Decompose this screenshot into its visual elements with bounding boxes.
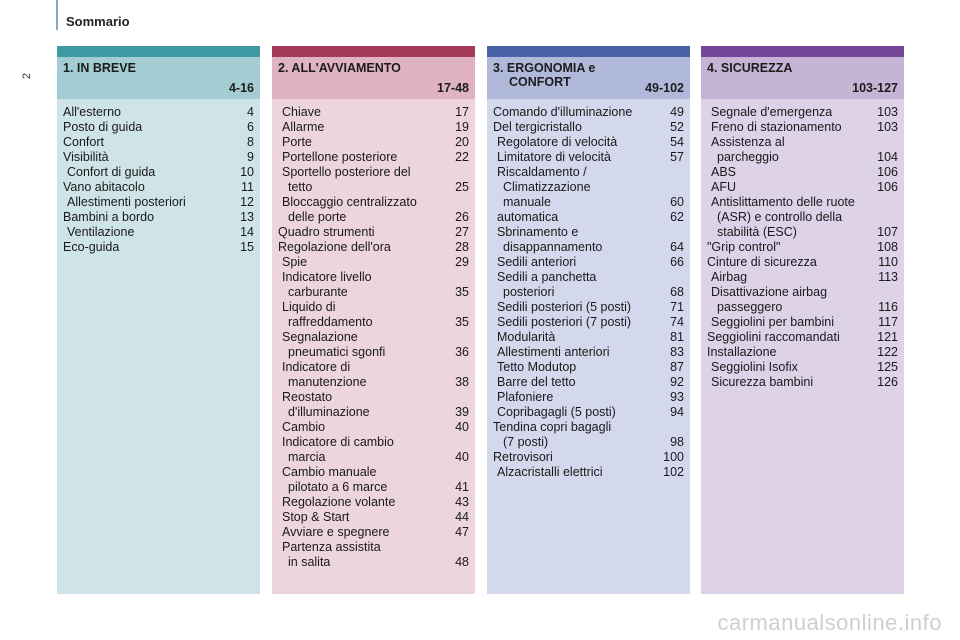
toc-entry[interactable] [272, 105, 475, 120]
toc-entry[interactable] [701, 300, 904, 315]
toc-entry[interactable] [487, 240, 690, 255]
toc-list [701, 99, 904, 594]
toc-entry-label: Portellone posteriore [282, 150, 398, 164]
toc-entry-page [894, 210, 898, 225]
section-title: 2. ALL'AVVIAMENTO [278, 61, 401, 75]
toc-entry-page: 71 [670, 300, 684, 314]
toc-entry-label: marcia [288, 450, 326, 464]
section-pages: 49-102 [645, 81, 684, 95]
toc-entry[interactable] [487, 435, 690, 450]
toc-entry-label: (7 posti) [503, 435, 549, 449]
toc-entry-page [465, 300, 469, 315]
toc-entry-page: 29 [455, 255, 469, 269]
toc-entry-page: 20 [455, 135, 469, 149]
toc-entry-label: Cambio [282, 420, 326, 434]
toc-entry-page: 28 [455, 240, 469, 254]
toc-entry[interactable] [272, 510, 475, 525]
toc-entry[interactable] [701, 270, 904, 285]
toc-entry-page: 94 [670, 405, 684, 419]
toc-entry-label: ABS [711, 165, 737, 179]
toc-entry-label: Copribagagli (5 posti) [497, 405, 616, 419]
toc-entry-label: Plafoniere [497, 390, 554, 404]
watermark: carmanualsonline.info [717, 610, 942, 635]
toc-entry-page: 25 [455, 180, 469, 194]
toc-entry-page: 19 [455, 120, 469, 134]
toc-entry-label: Tendina copri bagagli [493, 420, 612, 434]
toc-entry-label: Alzacristalli elettrici [497, 465, 603, 479]
toc-entry[interactable] [272, 405, 475, 420]
toc-entry-label: Confort [63, 135, 104, 149]
toc-entry-label: Allestimenti anteriori [497, 345, 610, 359]
toc-entry[interactable] [487, 285, 690, 300]
page-number: 2 [21, 72, 34, 80]
toc-entry-page: 102 [663, 465, 684, 479]
section-in-breve [57, 46, 260, 594]
toc-entry[interactable] [701, 210, 904, 225]
section-ergonomia-confort [487, 46, 690, 594]
toc-entry-page: 110 [878, 255, 898, 269]
toc-entry[interactable] [272, 345, 475, 360]
toc-entry-page: 126 [877, 375, 898, 389]
toc-entry[interactable] [701, 345, 904, 360]
section-title: 4. SICUREZZA [707, 61, 793, 75]
section-title-line-2: CONFORT [509, 75, 571, 89]
toc-entry[interactable] [272, 540, 475, 555]
toc-entry-label: Indicatore livello [282, 270, 372, 284]
toc-entry-label: pilotato a 6 marce [288, 480, 388, 494]
toc-entry[interactable] [487, 465, 690, 480]
toc-entry-page: 113 [878, 270, 898, 284]
toc-entry-label: Reostato [282, 390, 333, 404]
toc-entry-label: Sicurezza bambini [711, 375, 814, 389]
toc-entry-label: Liquido di [282, 300, 336, 314]
toc-entry[interactable] [487, 405, 690, 420]
toc-entry-page: 93 [670, 390, 684, 404]
section-color-bar [487, 46, 690, 57]
toc-entry-label: carburante [288, 285, 348, 299]
toc-entry-page [465, 270, 469, 285]
toc-entry-page: 10 [240, 165, 254, 179]
toc-entry[interactable] [701, 105, 904, 120]
toc-entry[interactable] [272, 165, 475, 180]
toc-entry[interactable] [272, 315, 475, 330]
toc-entry-page [680, 180, 684, 195]
toc-entry[interactable] [272, 240, 475, 255]
toc-entry-label: Airbag [711, 270, 748, 284]
toc-entry-label: Segnale d'emergenza [711, 105, 833, 119]
toc-entry-label: Cambio manuale [282, 465, 377, 479]
section-title: 3. ERGONOMIA e [493, 61, 596, 75]
toc-entry[interactable] [487, 255, 690, 270]
toc-entry[interactable] [487, 345, 690, 360]
toc-entry[interactable] [272, 285, 475, 300]
toc-entry-label: manuale [503, 195, 551, 209]
toc-entry-page [465, 435, 469, 450]
toc-entry-label: Sedili a panchetta [497, 270, 597, 284]
toc-entry-page: 117 [878, 315, 898, 329]
toc-entry-label: Sedili posteriori (5 posti) [497, 300, 632, 314]
toc-entry-label: Tetto Modutop [497, 360, 577, 374]
toc-entry-label: Indicatore di cambio [282, 435, 394, 449]
toc-entry[interactable] [487, 420, 690, 435]
toc-entry-label: Antislittamento delle ruote [711, 195, 855, 209]
section-all-avviamento [272, 46, 475, 594]
toc-entry-page: 57 [670, 150, 684, 164]
toc-entry-page: 106 [877, 165, 898, 179]
toc-entry-label: Segnalazione [282, 330, 358, 344]
toc-entry[interactable] [272, 555, 475, 570]
toc-entry-page [680, 420, 684, 435]
toc-entry[interactable] [701, 120, 904, 135]
toc-entry-label: Ventilazione [67, 225, 135, 239]
toc-entry-label: Regolatore di velocità [497, 135, 618, 149]
toc-entry[interactable] [57, 105, 260, 120]
toc-entry[interactable] [272, 210, 475, 225]
toc-entry-page [894, 195, 898, 210]
toc-entry[interactable] [487, 210, 690, 225]
toc-entry-page: 87 [670, 360, 684, 374]
toc-entry-label: d'illuminazione [288, 405, 370, 419]
toc-entry-page: 8 [247, 135, 254, 149]
toc-entry[interactable] [701, 240, 904, 255]
toc-entry-page: 122 [877, 345, 898, 359]
section-pages: 103-127 [852, 81, 898, 95]
toc-entry[interactable] [57, 180, 260, 195]
section-color-bar [701, 46, 904, 57]
toc-entry-label: pneumatici sgonfi [288, 345, 386, 359]
toc-entry-page: 103 [877, 105, 898, 119]
toc-entry[interactable] [272, 135, 475, 150]
toc-entry[interactable] [272, 270, 475, 285]
toc-entry[interactable] [701, 285, 904, 300]
toc-entry[interactable] [57, 240, 260, 255]
toc-entry[interactable] [701, 330, 904, 345]
toc-entry-page: 15 [240, 240, 254, 254]
toc-entry-label: Regolazione volante [282, 495, 396, 509]
toc-entry[interactable] [487, 225, 690, 240]
section-header[interactable] [701, 57, 904, 99]
toc-entry-label: Allarme [282, 120, 325, 134]
toc-entry-page: 6 [247, 120, 254, 134]
section-pages: 4-16 [228, 81, 254, 95]
toc-entry-label: Regolazione dell'ora [278, 240, 391, 254]
toc-entry-page: 35 [455, 285, 469, 299]
toc-entry-label: Retrovisori [493, 450, 553, 464]
toc-entry-page: 38 [455, 375, 469, 389]
toc-entry-label: "Grip control" [707, 240, 781, 254]
toc-entry-label: Chiave [282, 105, 321, 119]
toc-entry-page [680, 165, 684, 180]
toc-entry[interactable] [272, 435, 475, 450]
toc-entry-page: 98 [670, 435, 684, 449]
toc-entry-page: 107 [877, 225, 898, 239]
section-header[interactable] [272, 57, 475, 99]
toc-entry[interactable] [272, 495, 475, 510]
toc-entry-page [465, 330, 469, 345]
toc-entry-page: 106 [877, 180, 898, 194]
section-sicurezza [701, 46, 904, 594]
toc-entry[interactable] [701, 315, 904, 330]
toc-entry-page [680, 270, 684, 285]
toc-entry-page: 43 [455, 495, 469, 509]
toc-entry-page: 11 [241, 180, 254, 194]
left-rule [56, 0, 58, 30]
toc-entry-page: 40 [455, 450, 469, 464]
toc-entry-label: posteriori [503, 285, 555, 299]
toc-entry-label: Quadro strumenti [278, 225, 375, 239]
toc-entry[interactable] [272, 225, 475, 240]
toc-entry-label: Del tergicristallo [493, 120, 582, 134]
page-title: Sommario [66, 14, 130, 29]
toc-entry-page: 103 [877, 120, 898, 134]
toc-list [57, 99, 260, 594]
toc-entry[interactable] [57, 195, 260, 210]
toc-entry-label: Bloccaggio centralizzato [282, 195, 417, 209]
toc-entry[interactable] [487, 390, 690, 405]
toc-entry[interactable] [487, 165, 690, 180]
toc-entry-label: tetto [288, 180, 313, 194]
toc-entry[interactable] [701, 375, 904, 390]
toc-entry-label: Eco-guida [63, 240, 120, 254]
toc-entry-page [465, 165, 469, 180]
toc-entry-page: 14 [240, 225, 254, 239]
toc-entry-page [894, 285, 898, 300]
toc-entry-page: 26 [455, 210, 469, 224]
section-title: 1. IN BREVE [63, 61, 136, 75]
toc-entry-label: All'esterno [63, 105, 121, 119]
toc-entry-label: Stop & Start [282, 510, 350, 524]
section-color-bar [57, 46, 260, 57]
toc-entry-page: 40 [455, 420, 469, 434]
toc-entry[interactable] [272, 300, 475, 315]
toc-entry-label: Sbrinamento e [497, 225, 579, 239]
toc-entry[interactable] [701, 150, 904, 165]
toc-entry-label: automatica [497, 210, 559, 224]
toc-entry-label: Porte [282, 135, 312, 149]
toc-entry-page: 49 [670, 105, 684, 119]
toc-entry-label: Modularità [497, 330, 556, 344]
toc-entry[interactable] [701, 225, 904, 240]
toc-entry[interactable] [701, 195, 904, 210]
toc-entry[interactable] [57, 120, 260, 135]
toc-entry[interactable] [272, 450, 475, 465]
toc-entry-page: 13 [240, 210, 254, 224]
toc-entry[interactable] [701, 165, 904, 180]
toc-entry[interactable] [57, 165, 260, 180]
section-header[interactable] [487, 57, 690, 99]
toc-entry[interactable] [487, 375, 690, 390]
toc-entry[interactable] [272, 195, 475, 210]
toc-entry-label: manutenzione [288, 375, 367, 389]
toc-entry[interactable] [701, 360, 904, 375]
toc-entry-page [894, 135, 898, 150]
toc-entry[interactable] [487, 180, 690, 195]
toc-entry-label: delle porte [288, 210, 347, 224]
toc-entry-label: Climatizzazione [503, 180, 591, 194]
toc-entry-page: 44 [455, 510, 469, 524]
toc-entry-label: Seggiolini per bambini [711, 315, 834, 329]
toc-entry[interactable] [487, 150, 690, 165]
toc-entry[interactable] [272, 390, 475, 405]
toc-entry-page [465, 390, 469, 405]
toc-entry[interactable] [272, 525, 475, 540]
toc-entry-page: 41 [455, 480, 469, 494]
toc-entry-page: 66 [670, 255, 684, 269]
toc-entry-label: Installazione [707, 345, 777, 359]
toc-entry[interactable] [57, 210, 260, 225]
toc-entry-page: 83 [670, 345, 684, 359]
toc-entry[interactable] [487, 300, 690, 315]
section-color-bar [272, 46, 475, 57]
toc-entry-page [465, 195, 469, 210]
toc-entry-page: 48 [455, 555, 469, 569]
toc-entry-page: 64 [670, 240, 684, 254]
toc-entry[interactable] [487, 315, 690, 330]
toc-entry-page: 62 [670, 210, 684, 224]
toc-entry[interactable] [701, 135, 904, 150]
toc-entry-page: 52 [670, 120, 684, 134]
toc-entry-label: Indicatore di [282, 360, 351, 374]
toc-entry[interactable] [701, 180, 904, 195]
toc-entry-label: Sportello posteriore del [282, 165, 411, 179]
toc-entry-page: 47 [455, 525, 469, 539]
toc-entry-label: Spie [282, 255, 308, 269]
toc-entry-label: Bambini a bordo [63, 210, 155, 224]
toc-entry-label: Limitatore di velocità [497, 150, 611, 164]
toc-entry-page: 116 [878, 300, 898, 314]
toc-entry-page: 100 [663, 450, 684, 464]
toc-entry-page: 4 [247, 105, 254, 119]
toc-entry-label: Freno di stazionamento [711, 120, 842, 134]
toc-entry[interactable] [487, 360, 690, 375]
toc-entry-page: 17 [455, 105, 469, 119]
toc-entry-label: Confort di guida [67, 165, 156, 179]
toc-entry-label: passeggero [717, 300, 783, 314]
toc-entry[interactable] [272, 120, 475, 135]
toc-entry-page [465, 540, 469, 555]
toc-entry[interactable] [57, 150, 260, 165]
section-header[interactable] [57, 57, 260, 99]
toc-entry[interactable] [272, 180, 475, 195]
toc-entry-label: Disattivazione airbag [711, 285, 828, 299]
toc-entry-page: 27 [455, 225, 469, 239]
toc-entry-page: 22 [455, 150, 469, 164]
toc-entry-page: 92 [670, 375, 684, 389]
toc-list [272, 99, 475, 594]
toc-entry[interactable] [487, 120, 690, 135]
toc-entry-page: 108 [877, 240, 898, 254]
toc-entry[interactable] [487, 195, 690, 210]
toc-entry-label: Comando d'illuminazione [493, 105, 633, 119]
toc-entry-page [465, 360, 469, 375]
toc-entry[interactable] [487, 450, 690, 465]
toc-entry-page: 68 [670, 285, 684, 299]
toc-entry-page: 54 [670, 135, 684, 149]
toc-entry[interactable] [487, 330, 690, 345]
toc-entry[interactable] [487, 105, 690, 120]
toc-entry-page: 39 [455, 405, 469, 419]
toc-entry[interactable] [57, 135, 260, 150]
toc-entry-label: Riscaldamento / [497, 165, 587, 179]
toc-entry-label: Sedili posteriori (7 posti) [497, 315, 632, 329]
toc-entry-page: 35 [455, 315, 469, 329]
toc-entry-label: stabilità (ESC) [717, 225, 797, 239]
toc-entry-label: Allestimenti posteriori [67, 195, 186, 209]
toc-entry[interactable] [272, 255, 475, 270]
toc-entry[interactable] [272, 420, 475, 435]
toc-entry-label: Seggiolini raccomandati [707, 330, 840, 344]
toc-entry[interactable] [57, 225, 260, 240]
toc-entry-label: Barre del tetto [497, 375, 576, 389]
toc-entry-label: Visibilità [63, 150, 109, 164]
toc-entry-label: Cinture di sicurezza [707, 255, 817, 269]
toc-list [487, 99, 690, 594]
toc-entry-label: Assistenza al [711, 135, 785, 149]
toc-entry[interactable] [272, 480, 475, 495]
toc-entry-label: AFU [711, 180, 736, 194]
toc-entry[interactable] [272, 330, 475, 345]
toc-entry-label: Partenza assistita [282, 540, 381, 554]
toc-entry-label: Vano abitacolo [63, 180, 145, 194]
toc-entry-label: Sedili anteriori [497, 255, 577, 269]
toc-entry-page [465, 465, 469, 480]
toc-entry-label: disappannamento [503, 240, 603, 254]
toc-entry-label: in salita [288, 555, 331, 569]
toc-entry-page: 74 [670, 315, 684, 329]
toc-entry-page: 36 [455, 345, 469, 359]
toc-entry-page [680, 225, 684, 240]
section-pages: 17-48 [437, 81, 469, 95]
toc-entry-label: parcheggio [717, 150, 779, 164]
toc-entry-page: 125 [877, 360, 898, 374]
toc-entry-label: Posto di guida [63, 120, 143, 134]
toc-entry-page: 121 [877, 330, 898, 344]
toc-entry[interactable] [272, 150, 475, 165]
toc-entry-label: Seggiolini Isofix [711, 360, 798, 374]
toc-entry-label: Avviare e spegnere [282, 525, 390, 539]
toc-entry[interactable] [487, 135, 690, 150]
toc-entry-page: 9 [247, 150, 254, 164]
toc-entry-label: (ASR) e controllo della [717, 210, 843, 224]
toc-entry[interactable] [701, 255, 904, 270]
toc-entry-page: 81 [670, 330, 684, 344]
toc-entry[interactable] [272, 360, 475, 375]
toc-entry-page: 104 [877, 150, 898, 164]
toc-entry[interactable] [272, 375, 475, 390]
toc-entry-page: 12 [240, 195, 254, 209]
toc-entry-label: raffreddamento [288, 315, 373, 329]
toc-entry[interactable] [487, 270, 690, 285]
toc-entry-page: 60 [670, 195, 684, 209]
toc-entry[interactable] [272, 465, 475, 480]
